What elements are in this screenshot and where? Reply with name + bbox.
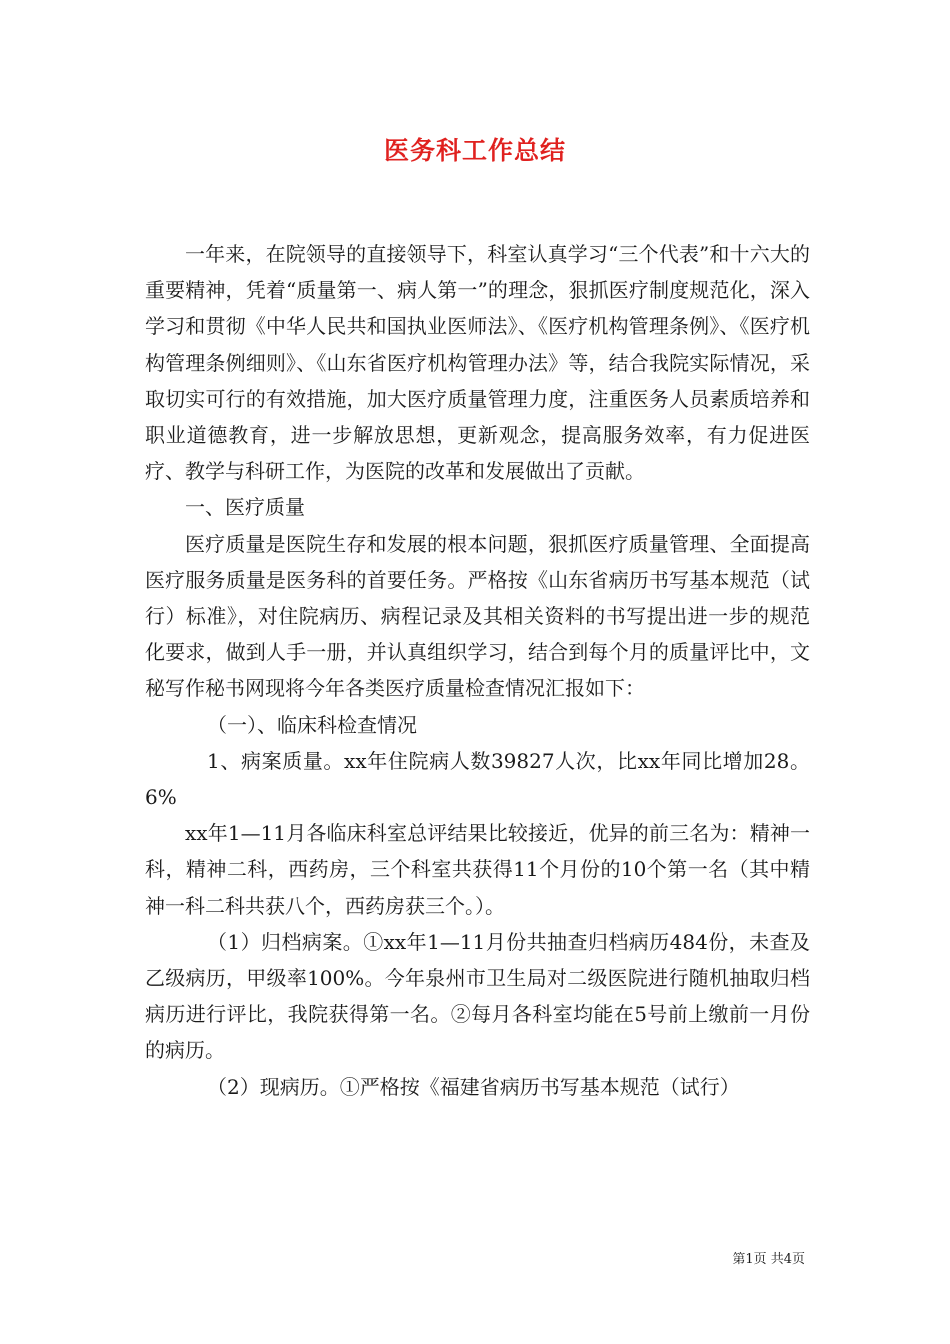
subsection-heading-clinical-check: （一）、临床科检查情况 — [207, 712, 417, 737]
page-number: 第1页 共4页 — [732, 1252, 805, 1267]
intro-paragraph: 一年来，在院领导的直接领导下，科室认真学习“三个代表”和十六大的重要精神，凭着“质量第一、病人第一”的理念，狠抓医疗制度规范化，深入学习和贯彻《中华人民共和国执业医师法》、《医疗机构管理条例》、《医疗机构管理条例细则》、《山东省医疗机构管理办法》等，结合我院实际情况，采取切实可行的有效措施，加大医疗质量管理力度，注重医务人员素质培养和职业道德教育，进一步解放思想，更新观念，提高服务效率，有力促进医疗、教学与科研工作，为医院的改革和发展做出了贡献。 — [145, 242, 810, 484]
medical-quality-paragraph: 医疗质量是医院生存和发展的根本问题，狠抓医疗质量管理、全面提高医疗服务质量是医务科的首要任务。严格按《山东省病历书写基本规范（试行）标准》，对住院病历、病程记录及其相关资料的书写提出进一步的规范化要求，做到人手一册，并认真组织学习，结合到每个月的质量评比中，文秘写作秘书网现将今年各类医疗质量检查情况汇报如下： — [145, 531, 810, 701]
section-heading-medical-quality: 一、医疗质量 — [185, 495, 305, 520]
current-cases-paragraph: （2）现病历。①严格按《福建省病历书写基本规范（试行） — [207, 1074, 740, 1099]
document-body — [145, 236, 810, 1105]
archived-cases-paragraph: （1）归档病案。①xx年1—11月份共抽查归档病历484份，未查及乙级病历，甲级率100%。今年泉州市卫生局对二级医院进行随机抽取归档病历进行评比，我院获得第一名。②每月各科室均能在5号前上缴前一月份的病历。 — [145, 929, 810, 1063]
department-ranking-paragraph: xx年1—11月各临床科室总评结果比较接近，优异的前三名为：精神一科，精神二科，西药房，三个科室共获得11个月份的10个第一名（其中精神一科二科共获八个，西药房获三个。）。 — [145, 821, 810, 918]
document-title: 医务科工作总结 — [383, 136, 566, 165]
case-quality-paragraph: 1、病案质量。xx年住院病人数39827人次，比xx年同比增加28。6% — [145, 748, 810, 810]
